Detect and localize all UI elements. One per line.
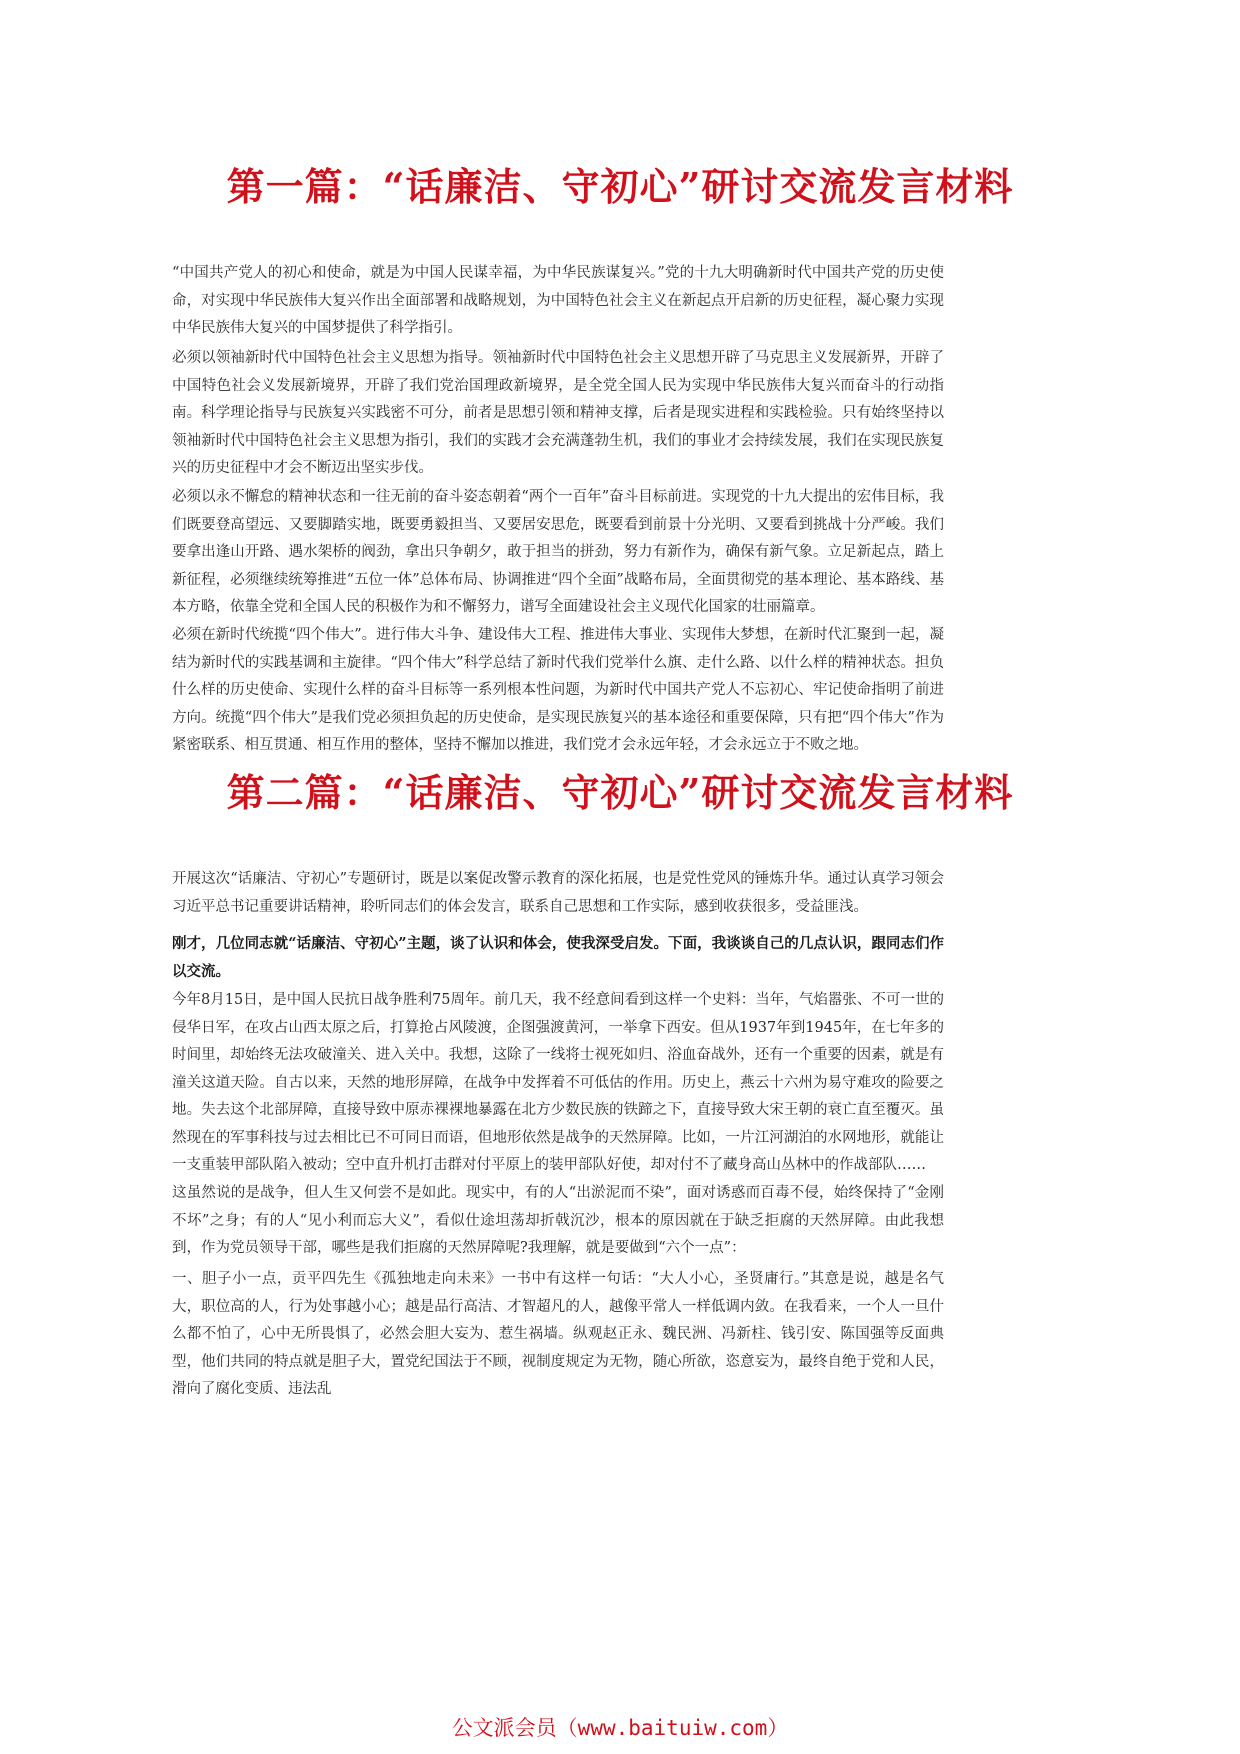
article1-title: 第一篇：“话廉洁、守初心”研讨交流发言材料 xyxy=(226,164,1014,209)
footer-watermark: 公文派会员（www.baituiw.com） xyxy=(451,1716,789,1740)
article2-paragraph-1: 开展这次“话廉洁、守初心”专题研讨，既是以案促改警示教育的深化拓展，也是党性党风的锤炼升华。通过认真学习领会习近平总书记重要讲话精神，聆听同志们的体会发言，联系自己思想和工作实际，感到收获很多，受益匪浅。 xyxy=(172,871,944,915)
article1-paragraph-1: “中国共产党人的初心和使命，就是为中国人民谋幸福，为中华民族谋复兴。”党的十九大明确新时代中国共产党的历史使命，对实现中华民族伟大复兴作出全面部署和战略规划，为中国特色社会主义在新起点开启新的历史征程，凝心聚力实现中华民族伟大复兴的中国梦提供了科学指引。 xyxy=(172,265,944,336)
article2-paragraph-3: 今年8月15日，是中国人民抗日战争胜利75周年。前几天，我不经意间看到这样一个史料：当年，气焰嚣张、不可一世的侵华日军，在攻占山西太原之后，打算抢占风陵渡，企图强渡黄河，一举拿下西安。但从1937年到1945年，在七年多的时间里，却始终无法攻破潼关、进入关中。我想，这除了一线将士视死如归、浴血奋战外，还有一个重要的因素，就是有潼关这道天险。自古以来，天然的地形屏障，在战争中发挥着不可低估的作用。历史上，燕云十六州为易守难攻的险要之地。失去这个北部屏障，直接导致中原赤裸裸地暴露在北方少数民族的铁蹄之下，直接导致大宋王朝的衰亡直至覆灭。虽然现在的军事科技与过去相比已不可同日而语，但地形依然是战争的天然屏障。比如，一片江河湖泊的水网地形，就能让一支重装甲部队陷入被动；空中直升机打击群对付平原上的装甲部队好使，却对付不了藏身高山丛林中的作战部队…… xyxy=(172,992,944,1173)
article2-paragraph-2: 刚才，几位同志就“话廉洁、守初心”主题，谈了认识和体会，使我深受启发。下面，我谈谈自己的几点认识，跟同志们作以交流。 xyxy=(172,935,944,980)
article1-paragraph-3: 必须以永不懈怠的精神状态和一往无前的奋斗姿态朝着“两个一百年”奋斗目标前进。实现党的十九大提出的宏伟目标，我们既要登高望远、又要脚踏实地，既要勇毅担当、又要居安思危，既要看到前景十分光明、又要看到挑战十分严峻。我们要拿出逢山开路、遇水架桥的阀劲，拿出只争朝夕，敢于担当的拼劲，努力有新作为，确保有新气象。立足新起点，踏上新征程，必须继续统筹推进“五位一体”总体布局、协调推进“四个全面”战略布局，全面贯彻党的基本理论、基本路线、基本方略，依靠全党和全国人民的积极作为和不懈努力，谱写全面建设社会主义现代化国家的壮丽篇章。 xyxy=(172,489,944,615)
article1-paragraph-2: 必须以领袖新时代中国特色社会主义思想为指导。领袖新时代中国特色社会主义思想开辟了马克思主义发展新界，开辟了中国特色社会义发展新境界，开辟了我们党治国理政新境界，是全党全国人民为实现中华民族伟大复兴而奋斗的行动指南。科学理论指导与民族复兴实践密不可分，前者是思想引领和精神支撑，后者是现实进程和实践检验。只有始终坚持以领袖新时代中国特色社会主义思想为指引，我们的实践才会充满蓬勃生机，我们的事业才会持续发展，我们在实现民族复兴的历史征程中才会不断迈出坚实步伐。 xyxy=(172,350,944,476)
article1-paragraph-4: 必须在新时代统揽“四个伟大”。进行伟大斗争、建设伟大工程、推进伟大事业、实现伟大梦想，在新时代汇聚到一起，凝结为新时代的实践基调和主旋律。“四个伟大”科学总结了新时代我们党举什么旗、走什么路、以什么样的精神状态。担负什么样的历史使命、实现什么样的奋斗目标等一系列根本性问题，为新时代中国共产党人不忘初心、牢记使命指明了前进方向。统揽“四个伟大”是我们党必须担负起的历史使命，是实现民族复兴的基本途径和重要保障，只有把“四个伟大”作为紧密联系、相互贯通、相互作用的整体，坚持不懈加以推进，我们党才会永远年轻，才会永远立于不败之地。 xyxy=(172,627,944,753)
article2-paragraph-4: 这虽然说的是战争，但人生又何尝不是如此。现实中，有的人“出淤泥而不染”，面对诱惑而百毒不侵，始终保持了“金刚不坏”之身；有的人“见小利而忘大义”，看似仕途坦荡却折戟沉沙，根本的原因就在于缺乏拒腐的天然屏障。由此我想到，作为党员领导干部，哪些是我们拒腐的天然屏障呢?我理解，就是要做到“六个一点”： xyxy=(172,1185,944,1256)
article2-paragraph-5: 一、胆子小一点，贡平四先生《孤独地走向未来》一书中有这样一句话：“大人小心，圣贤庸行。”其意是说，越是名气大，职位高的人，行为处事越小心；越是品行高洁、才智超凡的人，越像平常人一样低调内敛。在我看来，一个人一旦什么都不怕了，心中无所畏惧了，必然会胆大妄为、惹生祸墙。纵观赵正永、魏民洲、冯新柱、钱引安、陈国强等反面典型，他们共同的特点就是胆子大，置党纪国法于不顾，视制度规定为无物，随心所欲，恣意妄为，最终自绝于党和人民，滑向了腐化变质、违法乱 xyxy=(172,1271,944,1397)
article2-title: 第二篇：“话廉洁、守初心”研讨交流发言材料 xyxy=(226,770,1014,815)
